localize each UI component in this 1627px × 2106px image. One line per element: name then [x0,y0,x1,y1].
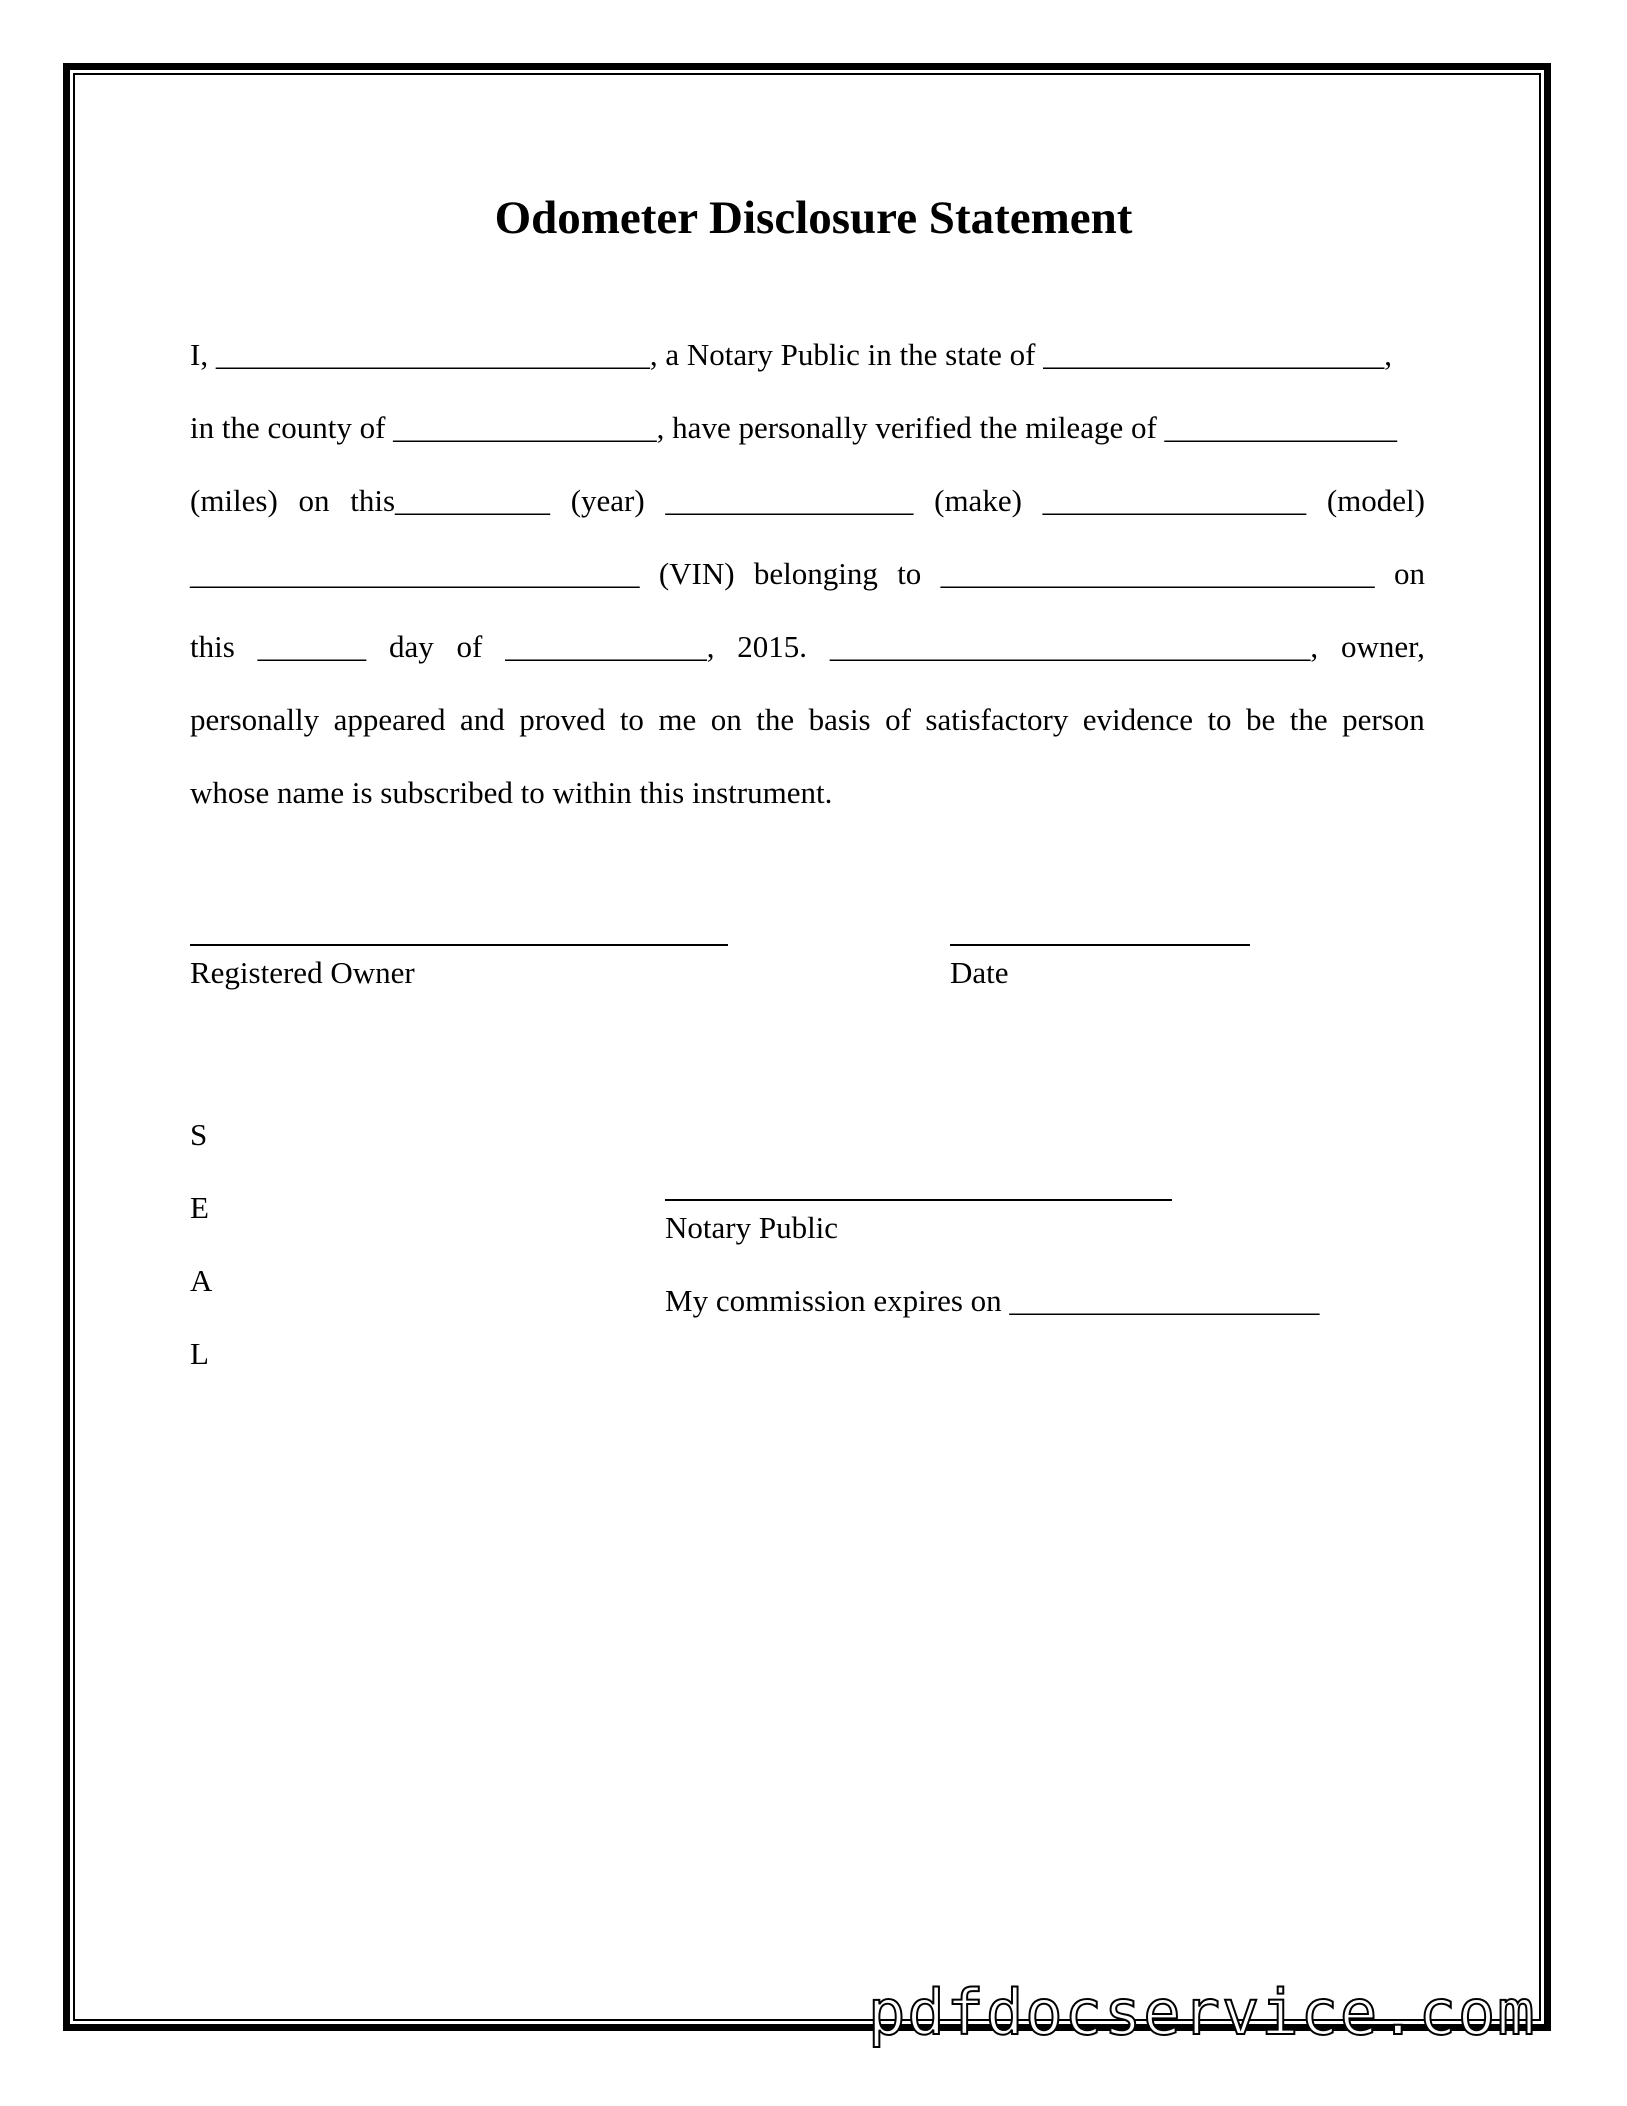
owner-signature-line [190,944,728,946]
statement-text: I, ____________________________, a Notary Public in the state of ______________________, [190,337,1393,372]
seal-letter: A [190,1263,213,1298]
document-title: Odometer Disclosure Statement [494,192,1133,244]
statement-text: whose name is subscribed to within this instrument. [190,775,833,810]
statement-line-2 [190,391,1425,464]
word: on [298,483,330,518]
owner-name-blank: ____________________________ [940,556,1375,591]
word: of [885,702,911,737]
word: me [658,702,697,737]
word: be [1246,702,1276,737]
word: of [456,629,483,664]
statement-line-5 [190,610,1425,683]
watermark: pdfdocservice.com [868,1976,1537,2049]
word: (VIN) [658,556,735,591]
word: evidence [1082,702,1193,737]
statement-text: in the county of _________________, have personally verified the mileage of _______________ [190,410,1398,445]
word: appeared [333,702,446,737]
notary-public-label: Notary Public [665,1210,839,1245]
word: (make) [934,483,1022,518]
word: person [1342,702,1425,737]
statement-line-6 [190,683,1425,756]
seal-letter: S [190,1117,208,1152]
model-blank: _________________ [1042,483,1307,518]
word: belonging [753,556,878,591]
word: (year) [570,483,645,518]
make-blank: ________________ [665,483,914,518]
word: basis [808,702,871,737]
word: on [710,702,742,737]
word: this [190,629,235,664]
seal-area [190,1098,212,1390]
word: personally [190,702,320,737]
statement-paragraph [190,318,1425,829]
word: to [897,556,922,591]
word: (miles) [190,483,278,518]
word: to [619,702,644,737]
word: day [388,629,434,664]
word: 2015. [737,629,808,664]
seal-letter: L [190,1336,209,1371]
date-signature-line [950,944,1250,946]
word: and [459,702,505,737]
statement-line-1 [190,318,1425,391]
word: proved [519,702,606,737]
statement-line-7 [190,756,1425,829]
word: owner, [1340,629,1425,664]
word: satisfactory [925,702,1069,737]
day-blank: _______ [257,629,367,664]
word: to [1207,702,1232,737]
notary-signature-line [665,1199,1172,1201]
vin-blank: _____________________________ [190,556,640,591]
year-blank: this__________ [350,483,551,518]
date-label: Date [950,955,1009,990]
statement-line-3 [190,464,1425,537]
registered-owner-label: Registered Owner [190,955,415,990]
word: the [1289,702,1328,737]
owner-blank: _______________________________, [829,629,1319,664]
month-blank: _____________, [505,629,715,664]
word: the [756,702,795,737]
word: (model) [1326,483,1425,518]
seal-letter: E [190,1190,209,1225]
commission-expires-text: My commission expires on ____________________ [665,1283,1320,1318]
statement-line-4 [190,537,1425,610]
word: on [1393,556,1425,591]
